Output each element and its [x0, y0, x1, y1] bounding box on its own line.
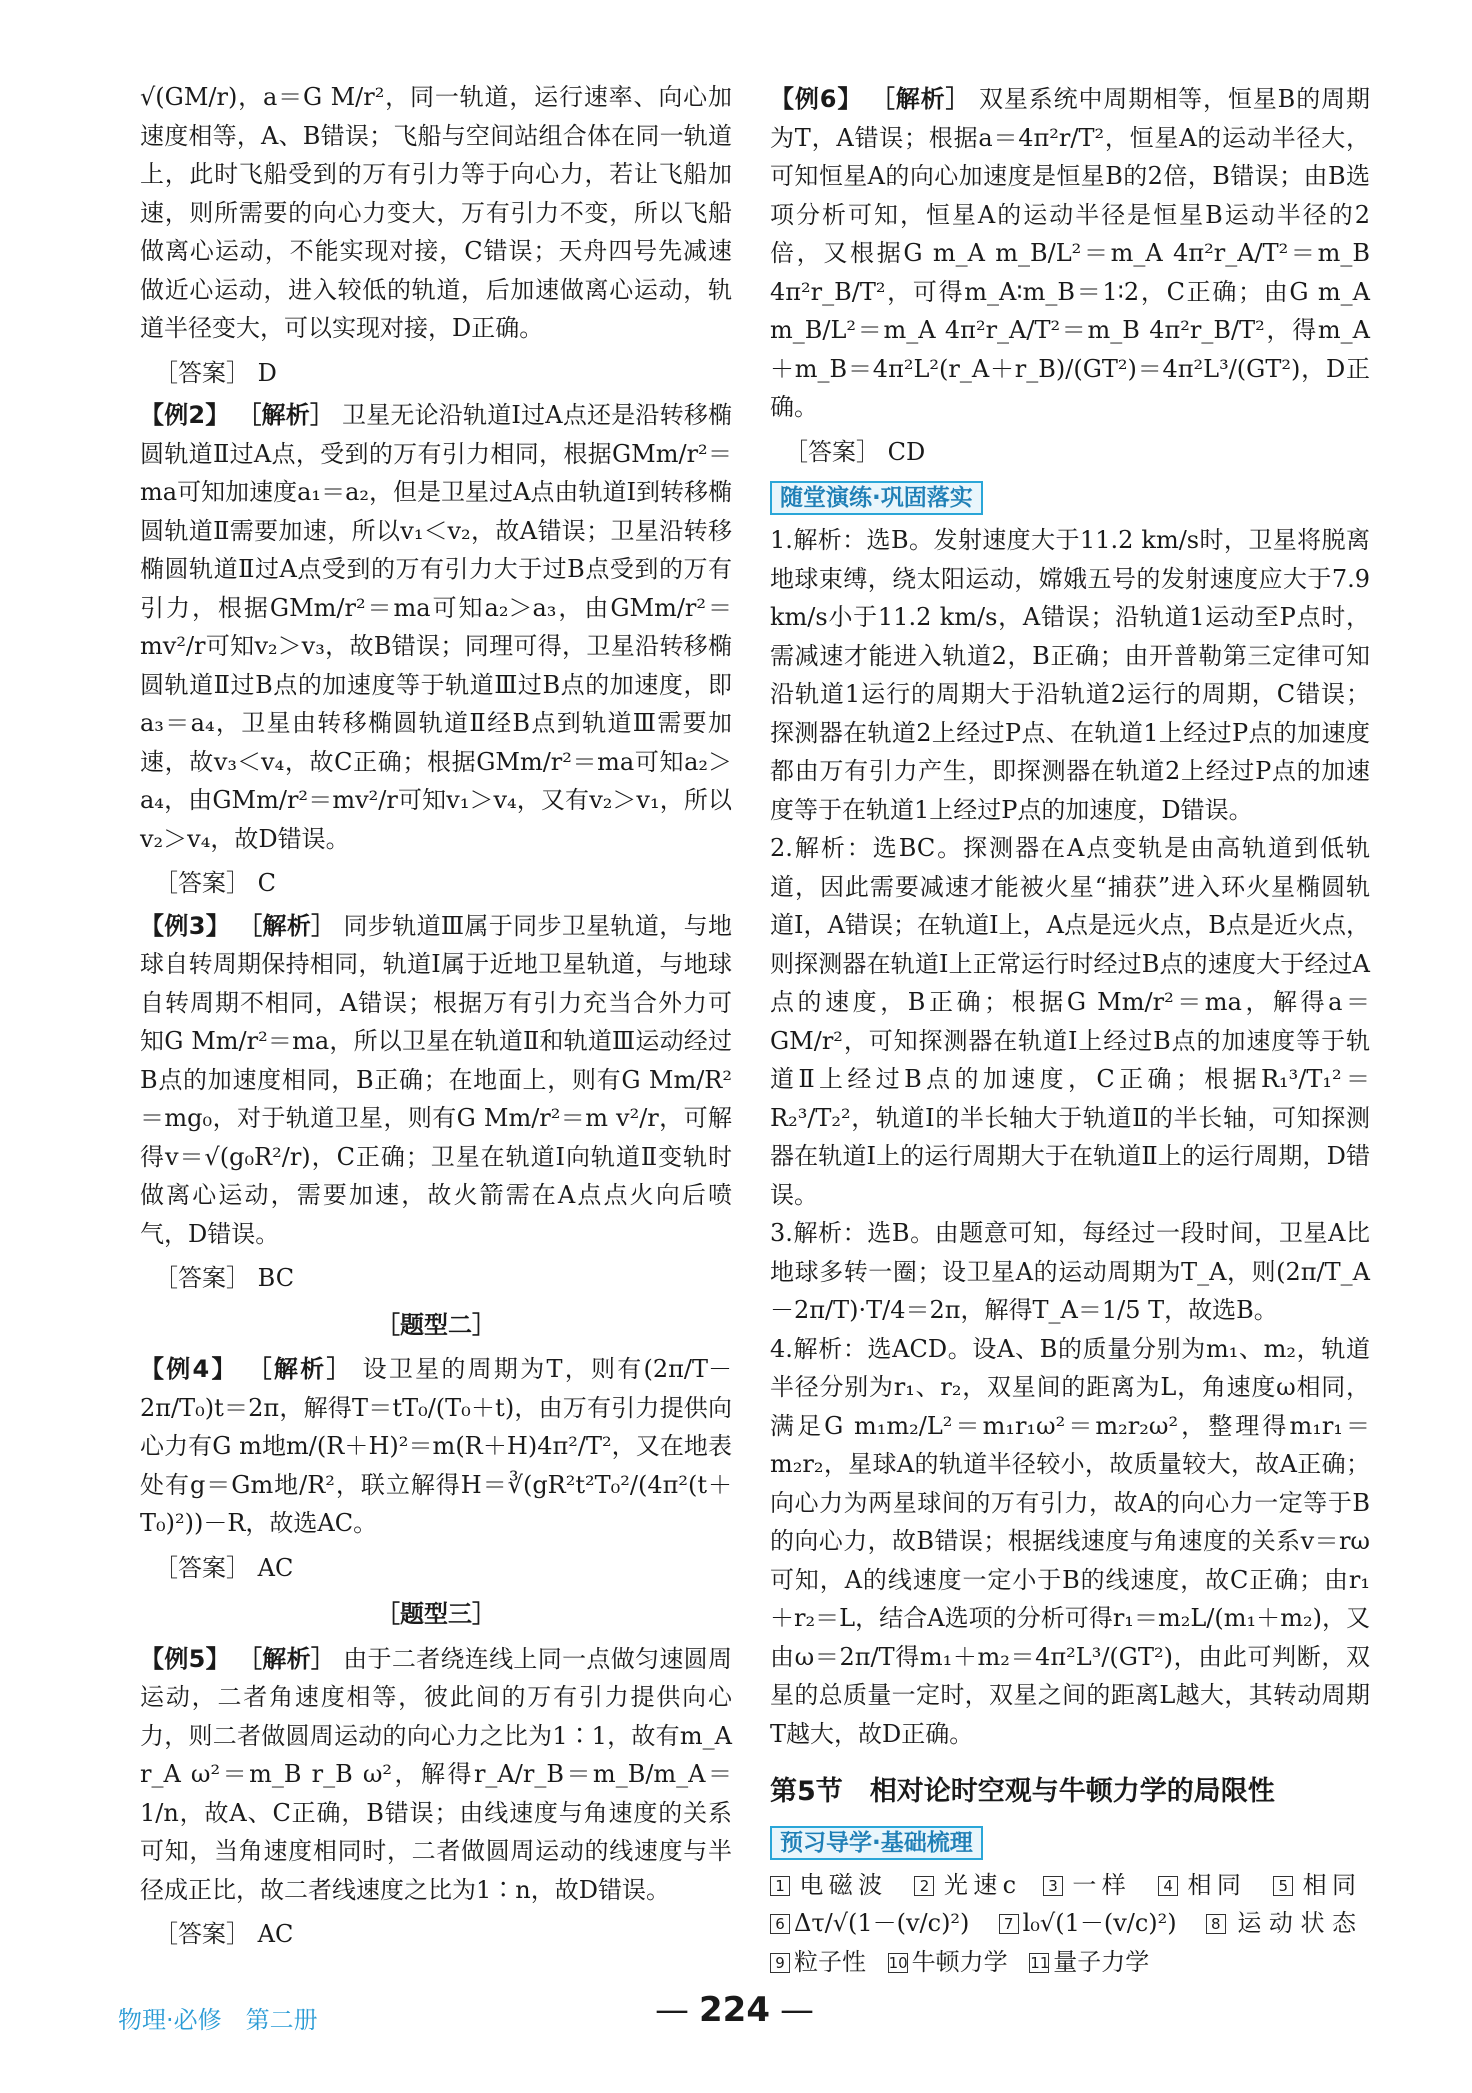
example-4 — [140, 1350, 732, 1543]
example-body: 双星系统中周期相等，恒星B的周期为T，A错误；根据a＝4π²r/T²，恒星A的运动半径大，可知恒星A的向心加速度是恒星B的2倍，B错误；由B选项分析可知，恒星A的运动半径是恒星B运动半径的2倍，又根据G m_A m_B/L²＝m_A 4π²r_A/T²＝m_B 4π²r_B/T²，可得m_A∶m_B＝1∶2，C正确；由G m_A m_B/L²＝m_A 4π²r_A/T²＝m_B 4π²r_B/T²，得m_A＋m_B＝4π²L²(r_A＋r_B)/(GT²)＝4π²L³/(GT²)，D正确。 — [770, 85, 1370, 421]
fill-text: 运动状态 — [1229, 1909, 1357, 1937]
answer-value: C — [257, 869, 277, 897]
fill-number: 7 — [999, 1914, 1019, 1934]
practice-text: 解析：选B。发射速度大于11.2 km/s时，卫星将脱离地球束缚，绕太阳运动，嫦娥五号的发射速度应大于7.9 km/s小于11.2 km/s，A错误；沿轨道1运动至P点时，需减速才能进入轨道2，B正确；由开普勒第三定律可知沿轨道1运行的周期大于沿轨道2运行的周期，C错误；探测器在轨道2上经过P点、在轨道1上经过P点的加速度都由万有引力产生，即探测器在轨道2上经过P点的加速度等于在轨道1上经过P点的加速度，D错误。 — [770, 526, 1370, 824]
fill-number: 1 — [770, 1876, 790, 1896]
answer-value: CD — [887, 437, 926, 466]
practice-number: 4. — [770, 1334, 793, 1363]
fill-item — [1029, 1948, 1149, 1976]
example-5-answer — [154, 1915, 732, 1954]
answer-value: BC — [257, 1264, 295, 1292]
example-6-answer — [784, 433, 1370, 472]
practice-item — [770, 1330, 1370, 1754]
practice-item — [770, 1214, 1370, 1330]
section-title: 第5节 相对论时空观与牛顿力学的局限性 — [770, 1776, 1275, 1807]
example-body: 设卫星的周期为T，则有(2π/T－2π/T₀)t＝2π，解得T＝tT₀/(T₀＋t)，由万有引力提供向心力有G m地m/(R＋H)²＝m(R＋H)4π²/T²，又在地表处有g＝Gm地/R²，联立解得H＝∛(gR²t²T₀²/(4π²(t＋T₀)²))－R，故选AC。 — [140, 1355, 733, 1537]
fill-item — [1158, 1871, 1246, 1899]
fill-item — [1206, 1909, 1356, 1937]
answer-tag: ［答案］ — [154, 1920, 250, 1948]
example-body: 由于二者绕连线上同一点做匀速圆周运动，二者角速度相等，彼此间的万有引力提供向心力，则二者做圆周运动的向心力之比为1∶1，故有m_A r_A ω²＝m_B r_B ω²，解得r_A/r_B＝m_B/m_A＝1/n，故A、C正确，B错误；由线速度与角速度的关系可知，当角速度相同时，二者做圆周运动的线速度与半径成正比，故二者线速度之比为1∶n，故D错误。 — [140, 1644, 732, 1904]
example-body: 卫星无论沿轨道Ⅰ过A点还是沿转移椭圆轨道Ⅱ过A点，受到的万有引力相同，根据GMm/r²＝ma可知加速度a₁＝a₂，但是卫星过A点由轨道Ⅰ到转移椭圆轨道Ⅱ需要加速，所以v₁＜v₂，故A错误；卫星沿转移椭圆轨道Ⅱ过A点受到的万有引力大于过B点受到的万有引力，根据GMm/r²＝ma可知a₂＞a₃，由GMm/r²＝mv²/r可知v₂＞v₃，故B错误；同理可得，卫星沿转移椭圆轨道Ⅱ过B点的加速度等于轨道Ⅲ过B点的加速度，即a₃＝a₄，卫星由转移椭圆轨道Ⅱ经B点到轨道Ⅲ需要加速，故v₃＜v₄，故C正确；根据GMm/r²＝ma可知a₂＞a₄，由GMm/r²＝mv²/r可知v₁＞v₄，又有v₂＞v₁，所以v₂＞v₄，故D错误。 — [140, 401, 733, 853]
page-dash-right: — — [779, 1990, 814, 2030]
type-2-title: ［题型二］ — [376, 1310, 496, 1339]
answer-value: D — [257, 358, 277, 387]
fill-number: 8 — [1206, 1914, 1226, 1934]
fill-answers — [770, 1866, 1370, 1982]
fill-number: 6 — [770, 1914, 790, 1934]
fill-text: 相同 — [1182, 1870, 1247, 1899]
practice-item — [770, 521, 1370, 829]
answer-tag: ［答案］ — [154, 869, 250, 897]
fill-number: 10 — [888, 1953, 908, 1972]
example-label: 【例3】 — [140, 911, 231, 940]
fill-text: 牛顿力学 — [911, 1947, 1008, 1976]
practice-text: 解析：选BC。探测器在A点变轨是由高轨道到低轨道，因此需要减速才能被火星“捕获”进入环火星椭圆轨道Ⅰ，A错误；在轨道Ⅰ上，A点是远火点，B点是近火点，则探测器在轨道Ⅰ上正常运行时经过B点的速度大于经过A点的速度，B正确；根据G Mm/r²＝ma，解得a＝GM/r²，可知探测器在轨道Ⅰ上经过B点的加速度等于轨道Ⅱ上经过B点的加速度，C正确；根据R₁³/T₁²＝R₂³/T₂²，轨道Ⅰ的半长轴大于轨道Ⅱ的半长轴，可知探测器在轨道Ⅰ上的运行周期大于在轨道Ⅱ上的运行周期，D错误。 — [770, 834, 1370, 1209]
answer-value: AC — [257, 1920, 294, 1948]
fill-text: 光速c — [938, 1870, 1017, 1899]
fill-item — [770, 1871, 887, 1899]
fill-item — [1273, 1871, 1356, 1899]
example-2 — [140, 396, 732, 858]
fill-item — [914, 1871, 1016, 1899]
intro-answer — [154, 354, 732, 393]
fill-item — [999, 1909, 1177, 1937]
answer-tag: ［答案］ — [154, 1264, 250, 1292]
preview-banner: 预习导学·基础梳理 — [770, 1826, 983, 1860]
analysis-tag: ［解析］ — [237, 401, 335, 429]
practice-item — [770, 829, 1370, 1214]
practice-number: 1. — [770, 526, 793, 554]
fill-item — [770, 1948, 866, 1976]
analysis-tag: ［解析］ — [870, 85, 971, 113]
practice-number: 3. — [770, 1219, 793, 1247]
example-label: 【例6】 — [770, 85, 863, 113]
book-title: 物理·必修 第二册 — [118, 2006, 318, 2034]
fill-number: 3 — [1043, 1876, 1063, 1896]
type-3-title: ［题型三］ — [376, 1600, 496, 1628]
fill-item — [1043, 1871, 1131, 1899]
page-number — [645, 1990, 824, 2030]
fill-number: 9 — [770, 1953, 790, 1973]
fill-text: l₀√(1－(v/c)²) — [1022, 1909, 1177, 1937]
answer-tag: ［答案］ — [154, 1553, 250, 1582]
fill-text: 粒子性 — [794, 1947, 866, 1976]
fill-number: 11 — [1030, 1953, 1050, 1972]
example-5 — [140, 1640, 732, 1910]
answer-tag: ［答案］ — [154, 358, 250, 387]
page-dash-left: — — [655, 1990, 689, 2030]
analysis-tag: ［解析］ — [247, 1355, 353, 1383]
example-3-answer — [154, 1259, 732, 1298]
fill-text: 电磁波 — [794, 1870, 888, 1899]
page-number-value: 224 — [699, 1990, 770, 2030]
example-4-answer — [154, 1549, 732, 1588]
practice-banner: 随堂演练·巩固落实 — [770, 481, 983, 515]
practice-text: 解析：选B。由题意可知，每经过一段时间，卫星A比地球多转一圈；设卫星A的运动周期为T_A，则(2π/T_A－2π/T)·T/4＝2π，解得T_A＝1/5 T，故选B。 — [770, 1219, 1370, 1324]
analysis-tag: ［解析］ — [237, 1644, 336, 1673]
fill-number: 5 — [1273, 1876, 1293, 1896]
example-3 — [140, 907, 732, 1254]
answer-tag: ［答案］ — [784, 437, 880, 466]
fill-text: 相同 — [1297, 1870, 1356, 1899]
fill-text: 一样 — [1067, 1870, 1132, 1899]
practice-text: 解析：选ACD。设A、B的质量分别为m₁、m₂，轨道半径分别为r₁、r₂，双星间的距离为L，角速度ω相同，满足G m₁m₂/L²＝m₁r₁ω²＝m₂r₂ω²，整理得m₁r₁＝m₂r₂，星球A的轨道半径较小，故质量较大，故A正确；向心力为两星球间的万有引力，故A的向心力一定等于B的向心力，故B错误；根据线速度与角速度的关系v＝rω可知，A的线速度一定小于B的线速度，故C正确；由r₁＋r₂＝L，结合A选项的分析可得r₁＝m₂L/(m₁＋m₂)，又由ω＝2π/T得m₁＋m₂＝4π²L³/(GT²)，由此可判断，双星的总质量一定时，双星之间的距离L越大，其转动周期T越大，故D正确。 — [770, 1334, 1370, 1748]
example-label: 【例5】 — [140, 1644, 230, 1673]
example-label: 【例2】 — [140, 401, 230, 429]
fill-text: 量子力学 — [1053, 1947, 1150, 1976]
fill-number: 4 — [1158, 1876, 1178, 1896]
analysis-tag: ［解析］ — [238, 911, 336, 940]
practice-number: 2. — [770, 834, 793, 862]
example-label: 【例4】 — [140, 1355, 238, 1383]
fill-text: Δτ/√(1－(v/c)²) — [794, 1909, 970, 1937]
fill-number: 2 — [914, 1876, 934, 1896]
fill-item — [770, 1909, 969, 1937]
right-column — [770, 78, 1370, 1981]
example-6 — [770, 80, 1370, 427]
left-column — [140, 78, 732, 1958]
answer-value: AC — [257, 1553, 294, 1582]
intro-paragraph: √(GM/r)，a＝G M/r²，同一轨道，运行速率、向心加速度相等，A、B错误；飞船与空间站组合体在同一轨道上，此时飞船受到的万有引力等于向心力，若让飞船加速，则所需要的向心力变大，万有引力不变，所以飞船做离心运动，不能实现对接，C错误；天舟四号先减速做近心运动，进入较低的轨道，后加速做离心运动，轨道半径变大，可以实现对接，D正确。 — [140, 83, 732, 342]
example-2-answer — [154, 864, 732, 903]
fill-item — [888, 1948, 1008, 1976]
example-body: 同步轨道Ⅲ属于同步卫星轨道，与地球自转周期保持相同，轨道Ⅰ属于近地卫星轨道，与地球自转周期不相同，A错误；根据万有引力充当合外力可知G Mm/r²＝ma，所以卫星在轨道Ⅱ和轨道Ⅲ运动经过B点的加速度相同，B正确；在地面上，则有G Mm/R²＝mg₀，对于轨道卫星，则有G Mm/r²＝m v²/r，可解得v＝√(g₀R²/r)，C正确；卫星在轨道Ⅰ向轨道Ⅱ变轨时做离心运动，需要加速，故火箭需在A点点火向后喷气，D错误。 — [140, 911, 732, 1248]
